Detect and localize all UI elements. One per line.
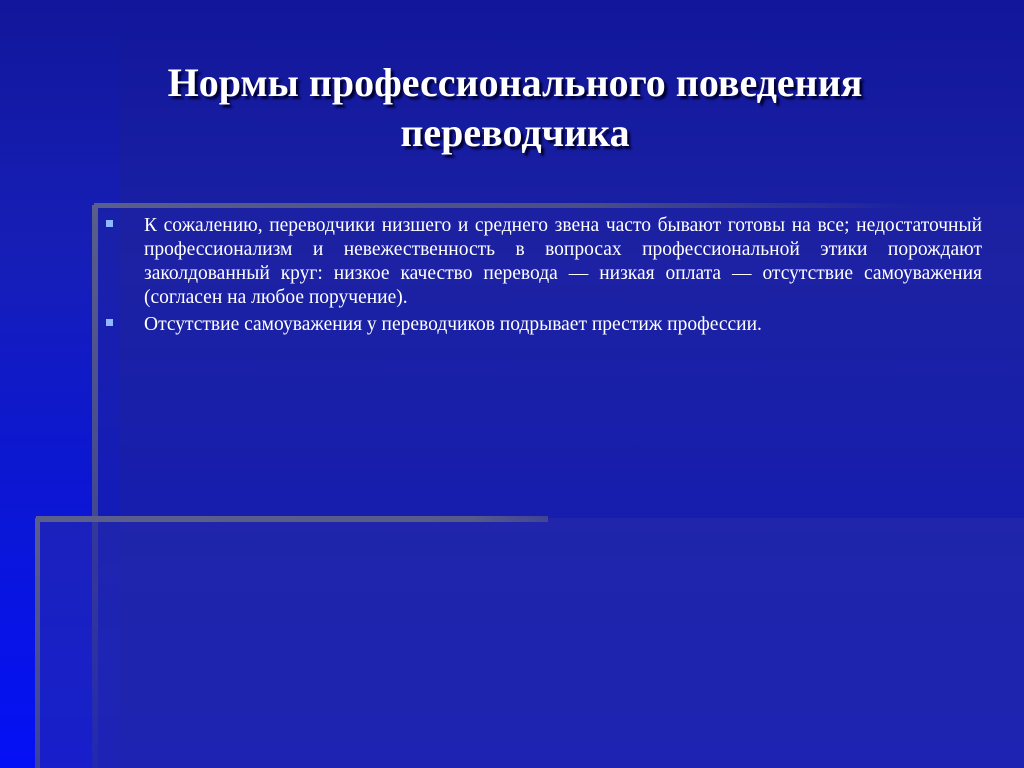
lower-panel [38,518,1024,768]
list-item [104,214,982,310]
bullet-list [104,214,982,340]
square-bullet-icon [106,220,113,227]
list-item [104,313,982,337]
content-panel-top-edge [94,203,914,208]
lower-panel-left-edge [35,518,40,768]
bullet-text: К сожалению, переводчики низшего и среднего звена часто бывают готовы на все; недостаточный профессионализм и невежественность в вопросах профессиональной этики порождают заколдованный круг: низкое качество перевода — низкая оплата — отсутствие самоуважения (согласен на любое поручение). [144,215,982,308]
lower-panel-top-edge [36,516,548,522]
square-bullet-icon [106,319,113,326]
bullet-text: Отсутствие самоуважения у переводчиков подрывает престиж профессии. [144,314,762,335]
slide-title: Нормы профессионального поведения переводчика [167,60,863,155]
